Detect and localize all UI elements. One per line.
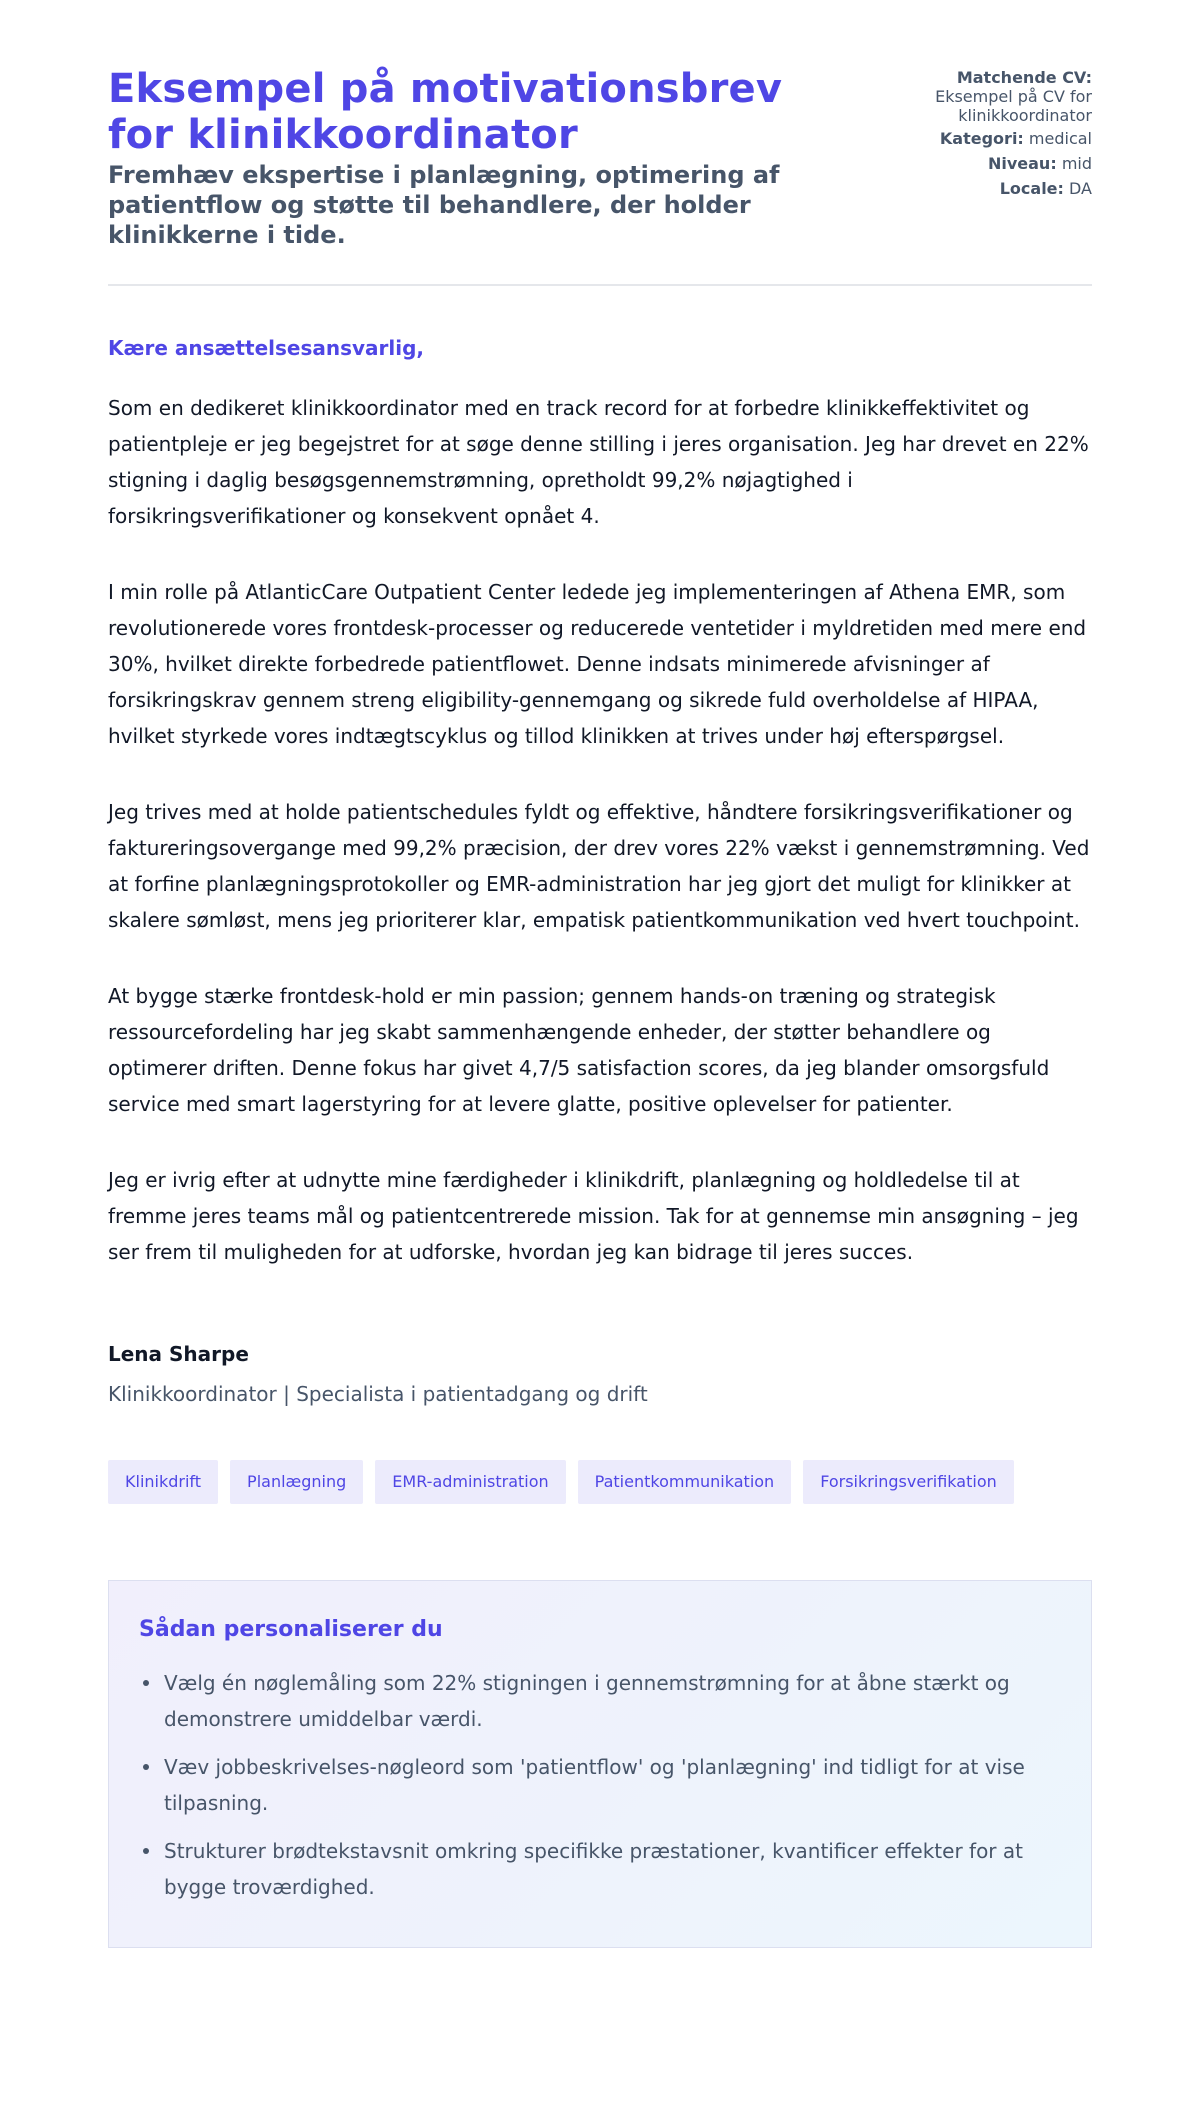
personalization-tips-box [108,1580,1092,1948]
header-title-block [108,66,892,250]
skill-tag: EMR-administration [375,1460,565,1504]
meta-level-label: Niveau: [987,154,1057,173]
letter-paragraph: Jeg er ivrig efter at udnytte mine færdigheder i klinikdrift, planlægning og holdledelse til at fremme jeres teams mål og patientcentrerede mission. Tak for at gennemse min ansøgning – jeg ser frem til muligheden for at udforske, hvordan jeg kan bidrage til jeres succes. [108,1168,1079,1264]
signature-block [108,1340,1092,1408]
meta-level-value: mid [1061,154,1092,173]
meta-level [892,154,1092,173]
meta-panel [892,66,1092,204]
letter-paragraph: Jeg trives med at holde patientschedules fyldt og effektive, håndtere forsikringsverifikationer og faktureringsovergange med 99,2% præcision, der drev vores 22% vækst i gennemstrømning. Ved at forfine planlægningsprotokoller og EMR-administration har jeg gjort det muligt for klinikker at skalere sømløst, mens jeg prioriterer klar, empatisk patientkommunikation ved hvert touchpoint. [108,800,1090,932]
meta-category [892,129,1092,148]
tip-item: Vælg én nøglemåling som 22% stigningen i gennemstrømning for at åbne stærkt og demonstrere umiddelbar værdi. [164,1665,1061,1737]
skill-tag: Klinikdrift [108,1460,218,1504]
signature-title: Klinikkoordinator | Specialista i patientadgang og drift [108,1382,648,1406]
meta-matching-cv [892,68,1092,125]
skill-tag: Patientkommunikation [578,1460,792,1504]
meta-locale-value: DA [1069,179,1092,198]
meta-category-label: Kategori: [939,129,1024,148]
page-header [108,66,1092,286]
cover-letter-page [108,0,1092,2008]
meta-cv-label: Matchende CV: [956,68,1092,87]
skill-tag: Planlægning [230,1460,363,1504]
letter-paragraph: At bygge stærke frontdesk-hold er min passion; gennem hands-on træning og strategisk ressourcefordeling har jeg skabt sammenhængende enheder, der støtter behandlere og optimerer driften. Denne fokus har givet 4,7/5 satisfaction scores, da jeg blander omsorgsfuld service med smart lagerstyring for at levere glatte, positive oplevelser for patienter. [108,984,1050,1116]
page-title: Eksempel på motivationsbrev for klinikkoordinator [108,66,783,158]
letter-paragraph: Som en dedikeret klinikkoordinator med en track record for at forbedre klinikkeffektivitet og patientpleje er jeg begejstret for at søge denne stilling i jeres organisation. Jeg har drevet en 22% stigning i daglig besøgsgennemstrømning, opretholdt 99,2% nøjagtighed i forsikringsverifikationer og konsekvent opnået 4. [108,396,1089,528]
tip-item: Strukturer brødtekstavsnit omkring specifikke præstationer, kvantificer effekter for at bygge troværdighed. [164,1833,1061,1905]
meta-locale [892,179,1092,198]
skill-tag: Forsikringsverifikation [803,1460,1014,1504]
tips-title: Sådan personaliserer du [139,1617,443,1642]
tip-item: Væv jobbeskrivelses-nøgleord som 'patientflow' og 'planlægning' ind tidligt for at vise tilpasning. [164,1749,1061,1821]
meta-cv-value: Eksempel på CV for klinikkoordinator [935,87,1092,125]
signature-name: Lena Sharpe [108,1342,249,1366]
page-subtitle: Fremhæv ekspertise i planlægning, optimering af patientflow og støtte til behandlere, der holder klinikkerne i tide. [108,161,780,249]
tips-list [139,1665,1061,1905]
skill-tags [108,1460,1092,1504]
letter-paragraph: I min rolle på AtlanticCare Outpatient Center ledede jeg implementeringen af Athena EMR, som revolutionerede vores frontdesk-processer og reducerede ventetider i myldretiden med mere end 30%, hvilket direkte forbedrede patientflowet. Denne indsats minimerede afvisninger af forsikringskrav gennem streng eligibility-gennemgang og sikrede fuld overholdelse af HIPAA, hvilket styrkede vores indtægtscyklus og tillod klinikken at trives under høj efterspørgsel. [108,580,1087,748]
meta-category-value: medical [1028,129,1092,148]
meta-locale-label: Locale: [999,179,1064,198]
letter-body [108,390,1092,1270]
letter-greeting: Kære ansættelsesansvarlig, [108,336,425,360]
